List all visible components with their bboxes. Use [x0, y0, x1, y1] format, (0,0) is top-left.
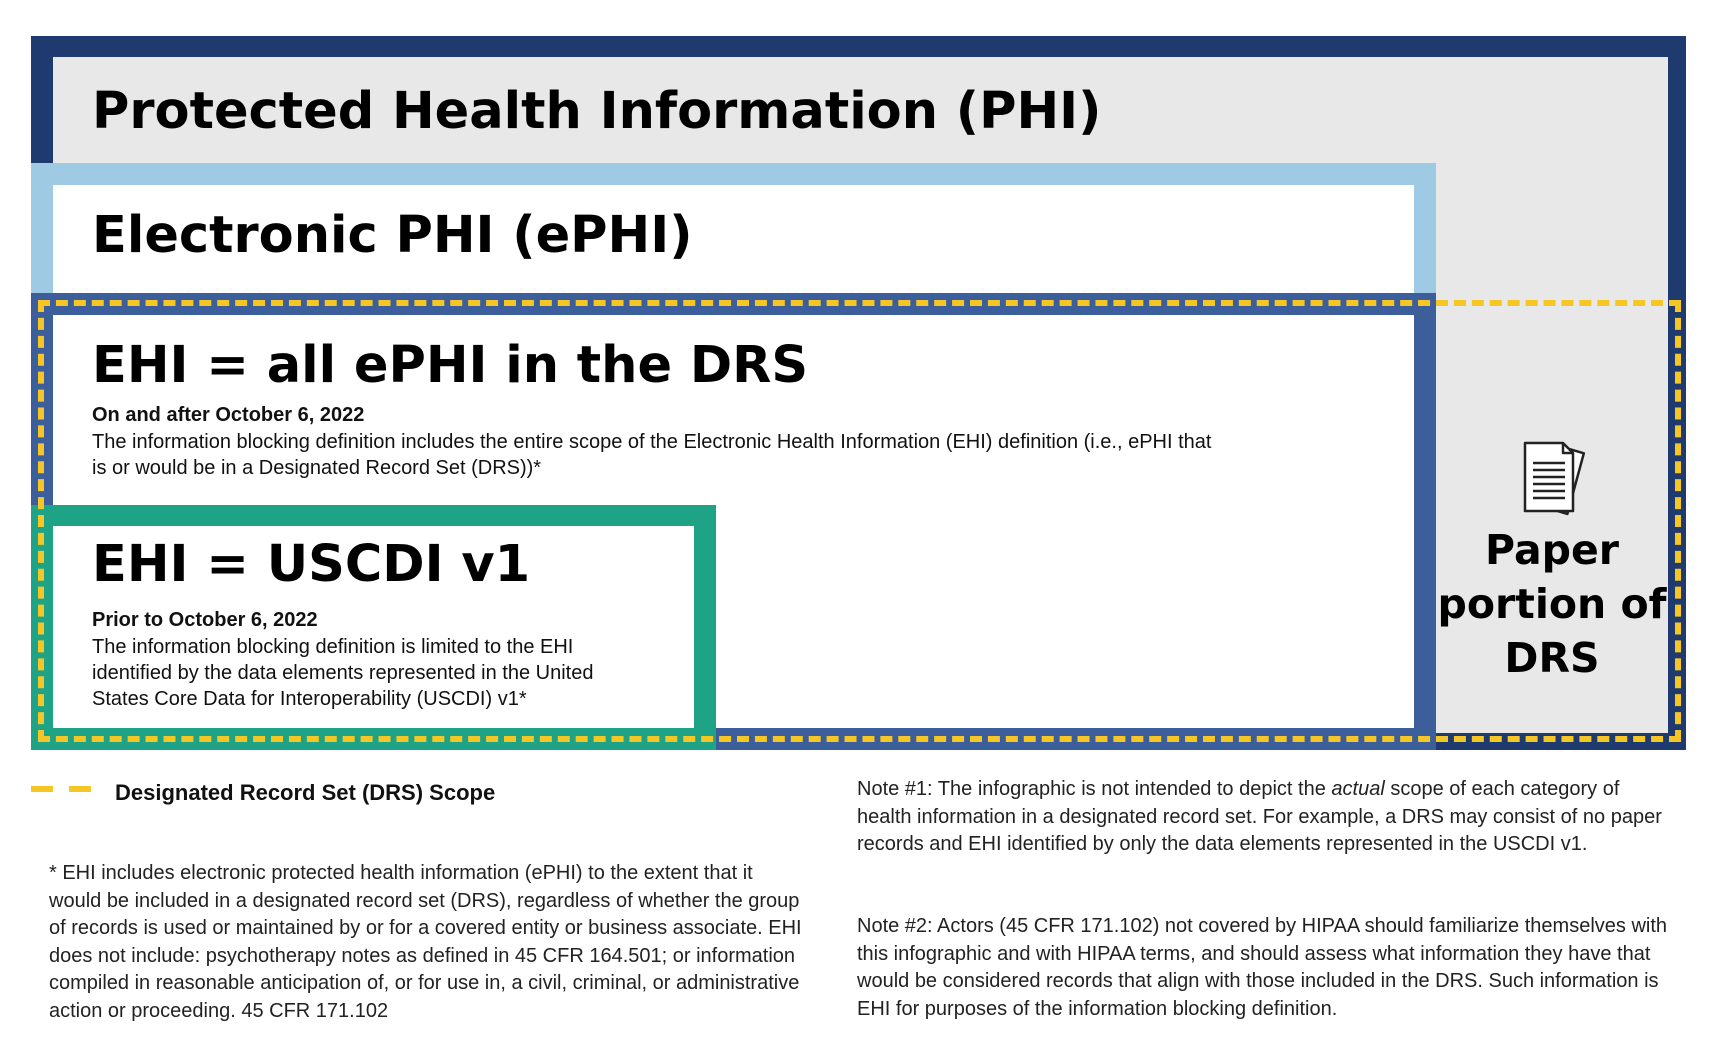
- uscdi-description: The information blocking definition is limited to the EHI identified by the data elements represented in the United States Core Data for Interoperability (USCDI) v1*: [92, 636, 594, 710]
- paper-portion-label: Paper portion of DRS: [1437, 526, 1667, 682]
- uscdi-date: Prior to October 6, 2022: [92, 609, 318, 631]
- ephi-title: Electronic PHI (ePHI): [92, 206, 693, 265]
- phi-title: Protected Health Information (PHI): [92, 82, 1102, 141]
- ehi-all-description: The information blocking definition includes the entire scope of the Electronic Health Information (EHI) definition (i.e., ePHI that is or would be in a Designated Record Set (DRS))*: [92, 431, 1212, 479]
- note-1-emphasis: actual: [1331, 778, 1385, 800]
- footnote: * EHI includes electronic protected health information (ePHI) to the extent that it would be included in a designated record set (DRS), regardless of whether the group of records is used or maintained by or for a covered entity or business associate. EHI does not include: psychotherapy notes as defined in 45 CFR 164.501; or information compiled in reasonable anticipation of, or for use in, a civil, criminal, or administrative action or proceeding. 45 CFR 171.102: [49, 862, 802, 1022]
- note-2: Note #2: Actors (45 CFR 171.102) not covered by HIPAA should familiarize themselves with this infographic and with HIPAA terms, and should assess what information they have that would be considered records that align with those included in the DRS. Such information is EHI for purposes of the information blocking definition.: [857, 915, 1668, 1020]
- ehi-all-title: EHI = all ePHI in the DRS: [92, 336, 809, 395]
- uscdi-title: EHI = USCDI v1: [92, 535, 531, 594]
- drs-legend-swatch: [31, 786, 91, 794]
- note-1-text-b: scope of each category of health information in a designated record set. For example, a DRS may consist of no paper records and EHI identified by only the data elements represented in the USCDI v1.: [857, 778, 1662, 855]
- ehi-all-date: On and after October 6, 2022: [92, 404, 365, 426]
- note-1-text-a: Note #1: The infographic is not intended to depict the: [857, 778, 1332, 800]
- document-stack-icon: [1515, 437, 1595, 517]
- drs-legend-label: Designated Record Set (DRS) Scope: [115, 780, 496, 805]
- note-1: [857, 776, 1677, 859]
